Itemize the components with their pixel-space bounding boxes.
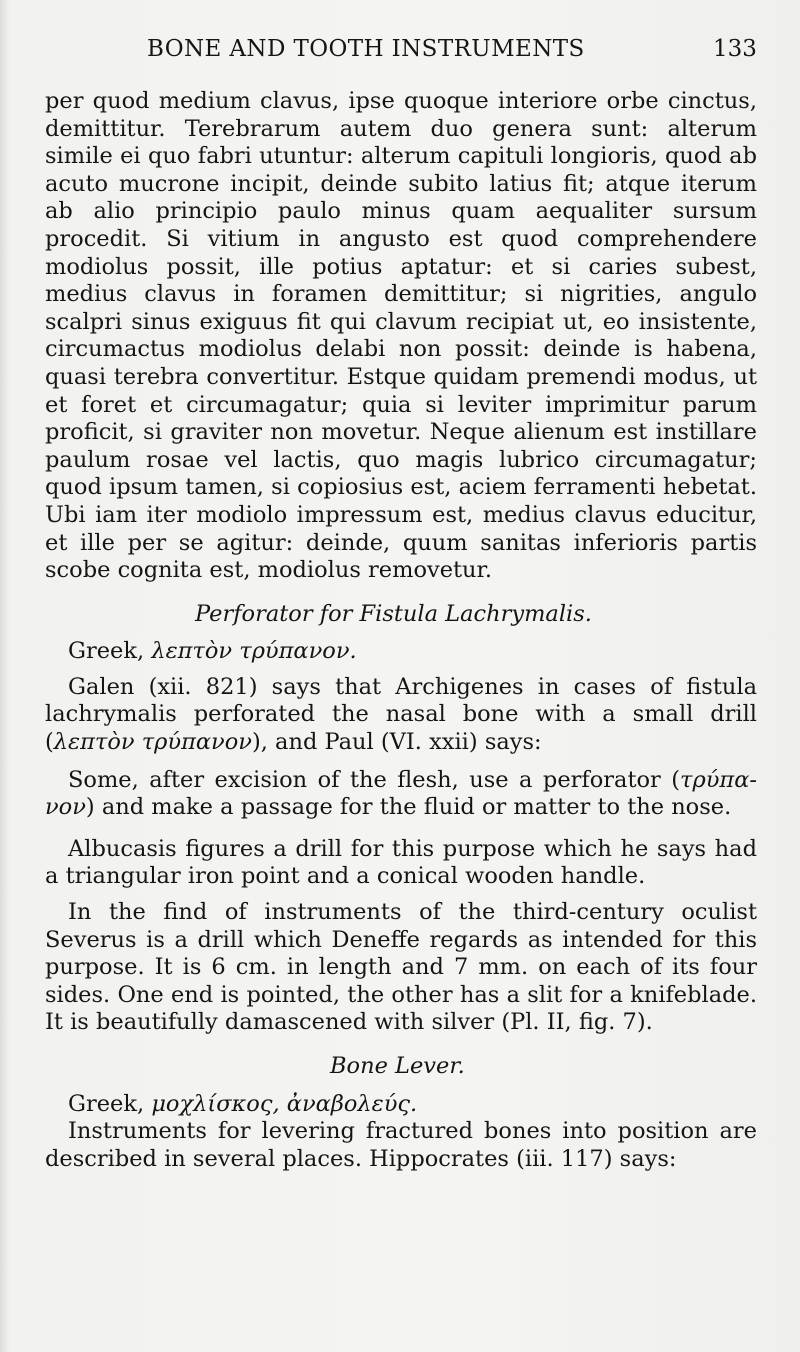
paragraph-quote-greek: τρύπανον <box>45 766 757 821</box>
paragraph-quote-paul <box>45 767 757 822</box>
greek-label-2: Greek, <box>68 1090 145 1117</box>
running-head: BONE AND TOOTH INSTRUMENTS <box>147 36 585 62</box>
greek-label: Greek, <box>68 638 145 665</box>
section-heading-perforator: Perforator for Fistula Lachrymalis. <box>195 600 592 627</box>
paragraph-albucasis: Albucasis figures a drill for this purpose which he says had a triangular iron point and a conical wooden handle. <box>45 835 757 890</box>
page-number: 133 <box>713 36 757 62</box>
section-heading-bone-lever: Bone Lever. <box>330 1053 465 1079</box>
paragraph-galen <box>45 674 757 757</box>
paragraph-galen-greek: λεπτὸν τρύπανον <box>53 729 252 756</box>
paragraph-galen-text-a: Galen (xii. 821) says that Archigenes in cases of fistula lachrymalis perforated the nasal bone with a small drill ( <box>45 673 757 756</box>
paragraph-quote-text-b: ) and make a passage for the fluid or matter to the nose. <box>85 794 732 821</box>
paragraph-quote-text-a: Some, after excision of the flesh, use a perforator ( <box>68 766 681 793</box>
page-body <box>45 88 757 1173</box>
greek-term-line <box>45 638 757 666</box>
greek-term-line-2 <box>45 1091 757 1119</box>
paragraph-galen-text-b: ), and Paul (VI. xxii) says: <box>251 729 542 756</box>
paragraph-severus: In the find of instruments of the third-century oculist Severus is a drill which Deneffe regards as intended for this purpose. It is 6 cm. in length and 7 mm. on each of its four sides. One end is pointed, the other has a slit for a knifeblade. It is beautifully damascened with silver (Pl. II, fig. 7). <box>45 899 757 1036</box>
latin-paragraph: per quod medium clavus, ipse quoque interiore orbe cinctus, demittitur. Terebrarum autem duo genera sunt: alterum simile ei quo fabri utuntur: alterum capituli longioris, quod ab acuto mucrone incipit, deinde subito latius fit; atque iterum ab alio principio paulo minus quam aequaliter sursum procedit. Si vitium in angusto est quod comprehendere modiolus possit, ille potius aptatur: et si caries subest, medius clavus in foramen demittitur; si nigrities, angulo scalpri sinus exiguus fit qui clavum recipiat ut, eo insistente, circumactus modiolus delabi non possit: deinde is habena, quasi terebra convertitur. Estque quidam premendi modus, ut et foret et circumagatur; quia si leviter imprimitur parum proficit, si graviter non movetur. Neque alienum est instillare paulum rosae vel lactis, quo magis lubrico circumagatur; quod ipsum tamen, si copiosius est, aciem ferramenti hebetat. Ubi iam iter modiolo impressum est, medius clavus educitur, et ille per se agitur: deinde, quum sanitas inferioris partis scobe cognita est, modiolus removetur. <box>45 88 757 584</box>
greek-term: λεπτὸν τρύπανον. <box>151 638 357 665</box>
paragraph-instruments: Instruments for levering fractured bones into position are described in several places. Hippocrates (iii. 117) says: <box>45 1118 757 1172</box>
greek-term-2: μοχλίσκος, ἀναβολεύς. <box>151 1090 418 1117</box>
page-header <box>0 36 800 72</box>
